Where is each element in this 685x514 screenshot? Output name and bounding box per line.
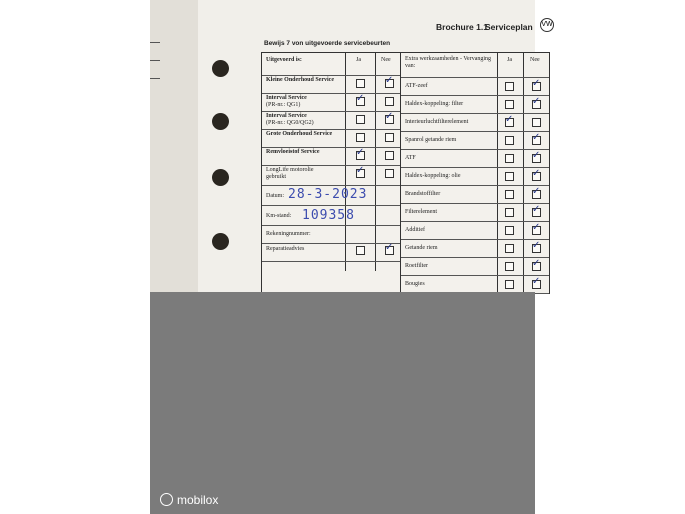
extra-work-row xyxy=(401,239,549,258)
left-table-row xyxy=(262,147,401,166)
extra-work-label: Bougies xyxy=(405,281,425,287)
extra-ja-checkbox[interactable] xyxy=(505,280,514,289)
check-mark-icon: ✓ xyxy=(532,276,541,287)
extra-work-label: Additief xyxy=(405,227,425,233)
extra-ja-checkbox[interactable] xyxy=(505,114,514,127)
service-label: Interval Service xyxy=(266,113,307,119)
extra-work-label: Spanrol getande riem xyxy=(405,137,457,143)
service-label: Interval Service xyxy=(266,95,307,101)
extra-ja-checkbox[interactable] xyxy=(505,262,514,271)
extra-work-label: Roetfilter xyxy=(405,263,428,269)
extra-ja-checkbox[interactable] xyxy=(505,244,514,253)
left-table-row xyxy=(262,111,401,130)
extra-ja-checkbox[interactable] xyxy=(505,172,514,181)
extra-nee-checkbox[interactable] xyxy=(532,168,541,181)
extra-nee-checkbox[interactable] xyxy=(532,258,541,271)
left-table-row xyxy=(262,93,401,112)
reparatie-nee-checkbox[interactable] xyxy=(385,242,394,255)
service-sublabel: gebruikt xyxy=(266,174,286,180)
service-sublabel: (PR-nr.: QG0/QG2) xyxy=(266,120,314,126)
vw-logo: VW xyxy=(540,18,554,32)
check-mark-icon: ✓ xyxy=(385,75,394,86)
extra-work-row xyxy=(401,149,549,168)
check-mark-icon: ✓ xyxy=(505,114,514,125)
reparatie-label: Reparatieadvies xyxy=(266,246,305,252)
extra-nee-checkbox[interactable] xyxy=(532,204,541,217)
extra-nee-checkbox[interactable] xyxy=(532,132,541,145)
rekening-label: Rekeningnummer: xyxy=(266,231,311,237)
extra-nee-checkbox[interactable] xyxy=(532,96,541,109)
extra-work-label: Haldex-koppeling: filter xyxy=(405,101,464,107)
km-label: Km-stand: xyxy=(266,213,292,219)
check-mark-icon: ✓ xyxy=(532,168,541,179)
datum-row xyxy=(262,185,401,206)
mobilox-logo-icon xyxy=(160,493,173,506)
km-value: 109358 xyxy=(302,208,355,223)
service-nee-checkbox[interactable] xyxy=(385,111,394,124)
punch-hole xyxy=(212,169,229,186)
extra-nee-checkbox[interactable] xyxy=(532,150,541,163)
extra-ja-checkbox[interactable] xyxy=(505,100,514,109)
right-col-nee: Nee xyxy=(530,57,540,63)
extra-ja-checkbox[interactable] xyxy=(505,190,514,199)
service-ja-checkbox[interactable] xyxy=(356,165,365,178)
extra-work-row xyxy=(401,113,549,132)
extra-work-label: Interieurluchtfilterelement xyxy=(405,119,469,125)
extra-ja-checkbox[interactable] xyxy=(505,208,514,217)
service-label: LongLife motorolie xyxy=(266,167,314,173)
extra-ja-checkbox[interactable] xyxy=(505,82,514,91)
punch-hole xyxy=(212,113,229,130)
service-ja-checkbox[interactable] xyxy=(356,147,365,160)
service-sublabel: (PR-nr.: QG1) xyxy=(266,102,301,108)
extra-work-row xyxy=(401,77,549,96)
check-mark-icon: ✓ xyxy=(385,111,394,122)
page-subtitle: Bewijs 7 von uitgevoerde servicebeurten xyxy=(264,40,391,47)
extra-nee-checkbox[interactable] xyxy=(532,240,541,253)
check-mark-icon: ✓ xyxy=(532,78,541,89)
left-col-nee: Nee xyxy=(381,57,391,63)
datum-value: 28-3-2023 xyxy=(288,187,368,202)
check-mark-icon: ✓ xyxy=(532,132,541,143)
service-ja-checkbox[interactable] xyxy=(356,133,365,142)
right-table xyxy=(400,52,550,294)
reparatie-ja-checkbox[interactable] xyxy=(356,246,365,255)
service-nee-checkbox[interactable] xyxy=(385,169,394,178)
check-mark-icon: ✓ xyxy=(532,222,541,233)
service-nee-checkbox[interactable] xyxy=(385,97,394,106)
left-table-row xyxy=(262,75,401,94)
reparatie-row xyxy=(262,243,401,262)
service-nee-checkbox[interactable] xyxy=(385,151,394,160)
extra-work-label: Getande riem xyxy=(405,245,438,251)
check-mark-icon: ✓ xyxy=(532,150,541,161)
check-mark-icon: ✓ xyxy=(532,204,541,215)
extra-ja-checkbox[interactable] xyxy=(505,226,514,235)
extra-work-label: Haldex-koppeling: olie xyxy=(405,173,461,179)
check-mark-icon: ✓ xyxy=(532,258,541,269)
datum-label: Datum: xyxy=(266,193,284,199)
check-mark-icon: ✓ xyxy=(532,96,541,107)
punch-hole xyxy=(212,60,229,77)
rekening-row xyxy=(262,225,401,244)
service-nee-checkbox[interactable] xyxy=(385,75,394,88)
service-nee-checkbox[interactable] xyxy=(385,133,394,142)
extra-nee-checkbox[interactable] xyxy=(532,186,541,199)
service-label: Kleine Onderhoud Service xyxy=(266,77,334,83)
extra-work-label: ATF-zeef xyxy=(405,83,428,89)
brand-name: mobilox xyxy=(177,493,219,507)
mobilox-watermark xyxy=(160,493,218,507)
service-ja-checkbox[interactable] xyxy=(356,79,365,88)
service-label: Remvloeistof Service xyxy=(266,149,320,155)
extra-work-row xyxy=(401,167,549,186)
left-table-row xyxy=(262,129,401,148)
check-mark-icon: ✓ xyxy=(356,147,365,158)
page-title: Serviceplan xyxy=(485,22,533,32)
check-mark-icon: ✓ xyxy=(356,93,365,104)
service-ja-checkbox[interactable] xyxy=(356,93,365,106)
redaction-block xyxy=(150,292,535,514)
extra-work-row xyxy=(401,203,549,222)
extra-nee-checkbox[interactable] xyxy=(532,118,541,127)
right-col-ja: Ja xyxy=(507,57,512,63)
left-table-row xyxy=(262,165,401,186)
check-mark-icon: ✓ xyxy=(385,242,394,253)
extra-work-row xyxy=(401,257,549,276)
left-table-head-label: Uitgevoerd is: xyxy=(266,57,302,63)
punch-hole xyxy=(212,233,229,250)
extra-nee-checkbox[interactable] xyxy=(532,276,541,289)
check-mark-icon: ✓ xyxy=(532,186,541,197)
serviceplan-sheet xyxy=(198,0,553,292)
left-table xyxy=(261,52,402,294)
right-table-header xyxy=(401,53,549,78)
service-ja-checkbox[interactable] xyxy=(356,115,365,124)
service-label: Grote Onderhoud Service xyxy=(266,131,333,137)
check-mark-icon: ✓ xyxy=(532,240,541,251)
extra-work-row xyxy=(401,185,549,204)
extra-work-row xyxy=(401,95,549,114)
extra-work-label: ATF xyxy=(405,155,416,161)
extra-nee-checkbox[interactable] xyxy=(532,222,541,235)
left-table-header xyxy=(262,53,401,76)
extra-work-label: Filterelement xyxy=(405,209,437,215)
left-col-ja: Ja xyxy=(356,57,361,63)
document-photo xyxy=(150,0,553,514)
km-row xyxy=(262,205,401,226)
left-page-edge xyxy=(150,0,198,300)
brochure-label: Brochure 1.1 xyxy=(436,22,488,32)
extra-work-row xyxy=(401,131,549,150)
right-table-head-label: Extra werkzaamheden - Vervanging van: xyxy=(405,56,492,69)
extra-ja-checkbox[interactable] xyxy=(505,154,514,163)
extra-ja-checkbox[interactable] xyxy=(505,136,514,145)
extra-work-row xyxy=(401,221,549,240)
extra-nee-checkbox[interactable] xyxy=(532,78,541,91)
check-mark-icon: ✓ xyxy=(356,165,365,176)
extra-work-label: Brandstoffilter xyxy=(405,191,441,197)
